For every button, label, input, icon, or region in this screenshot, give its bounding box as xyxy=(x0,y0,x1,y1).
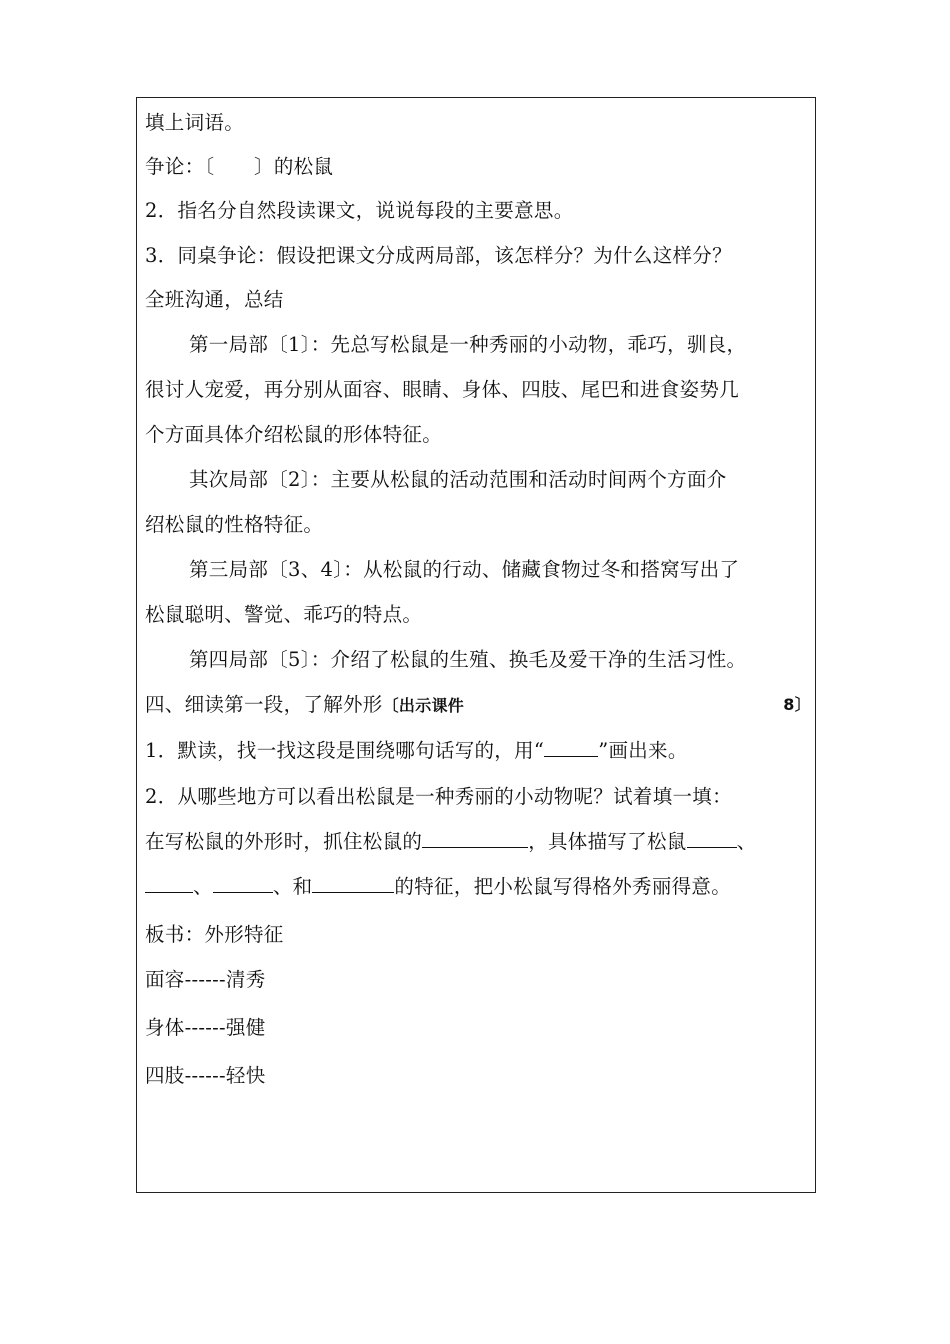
text-line-fill-words: 填上词语。 xyxy=(145,111,245,134)
text-line-summary: 全班沟通，总结 xyxy=(145,288,284,311)
text-line-fill-sentence-2 xyxy=(145,874,811,900)
fill-sep-2: 、和 xyxy=(272,875,313,898)
text-line-board-body: 身体------强健 xyxy=(145,1016,266,1039)
text-line-reading-task xyxy=(145,738,811,764)
text-line-fill-task: 2．从哪些地方可以看出松鼠是一种秀丽的小动物呢？试着填一填： xyxy=(145,785,732,808)
text-line-part-3a: 第三局部〔3、4〕：从松鼠的行动、储藏食物过冬和搭窝写出了 xyxy=(189,558,740,581)
reading-task-text-end: ”画出来。 xyxy=(598,739,688,762)
text-line-part-1a: 第一局部〔1〕：先总写松鼠是一种秀丽的小动物，乖巧，驯良， xyxy=(189,333,747,356)
text-line-part-4: 第四局部〔5〕：介绍了松鼠的生殖、换毛及爱干净的生活习性。 xyxy=(189,648,747,671)
fill-blank-5 xyxy=(312,874,394,893)
text-line-board-title: 板书：外形特征 xyxy=(145,923,284,946)
fill-blank-2 xyxy=(687,829,737,848)
fill-sentence-middle: ，具体描写了松鼠 xyxy=(528,830,687,853)
fill-blank-1 xyxy=(422,829,528,848)
text-line-part-1b: 很讨人宠爱，再分别从面容、眼睛、身体、四肢、尾巴和进食姿势几 xyxy=(145,378,740,401)
fill-sentence-start: 在写松鼠的外形时，抓住松鼠的 xyxy=(145,830,423,853)
text-line-part-2a: 其次局部〔2〕：主要从松鼠的活动范围和活动时间两个方面介 xyxy=(189,468,727,491)
text-line-step-2: 2．指名分自然段读课文，说说每段的主要意思。 xyxy=(145,199,574,222)
text-line-part-2b: 绍松鼠的性格特征。 xyxy=(145,513,324,536)
text-line-fill-sentence-1 xyxy=(145,829,811,855)
reading-task-text: 1．默读，找一找这段是围绕哪句话写的，用“ xyxy=(145,739,545,762)
courseware-number: 8〕 xyxy=(783,695,811,714)
fill-sentence-end: 的特征，把小松鼠写得格外秀丽得意。 xyxy=(394,875,732,898)
text-line-step-3: 3．同桌争论：假设把课文分成两局部，该怎样分？为什么这样分？ xyxy=(145,244,732,267)
courseware-note: 〔出示课件 xyxy=(382,696,465,715)
underline-blank xyxy=(544,738,598,757)
fill-sep-1: 、 xyxy=(193,875,213,898)
text-line-part-3b: 松鼠聪明、警觉、乖巧的特点。 xyxy=(145,603,423,626)
text-line-board-limbs: 四肢------轻快 xyxy=(145,1064,266,1087)
text-line-debate-title: 争论：〔 〕的松鼠 xyxy=(145,155,334,178)
fill-blank-4 xyxy=(213,874,273,893)
text-line-part-1c: 个方面具体介绍松鼠的形体特征。 xyxy=(145,423,443,446)
lesson-plan-frame xyxy=(136,97,816,1193)
fill-blank-3 xyxy=(145,874,193,893)
section-4-title: 四、细读第一段，了解外形 xyxy=(145,693,383,716)
text-line-section-4 xyxy=(145,692,811,719)
text-line-board-face: 面容------清秀 xyxy=(145,968,266,991)
fill-sentence-comma: 、 xyxy=(736,830,757,853)
